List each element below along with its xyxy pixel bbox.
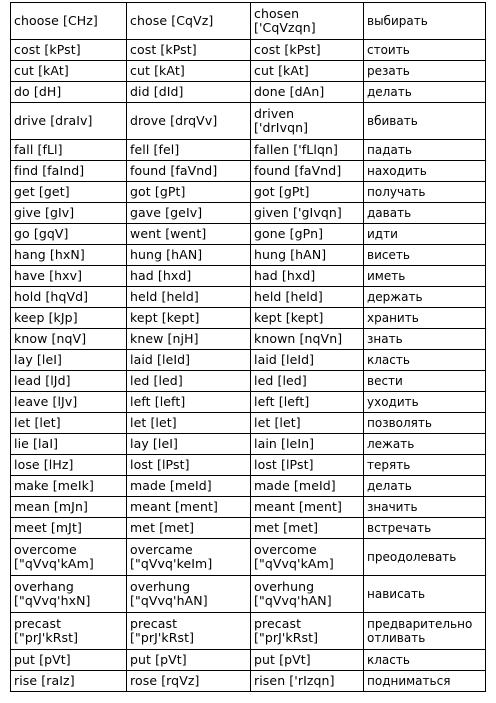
participle-form-cell: met [met] bbox=[251, 518, 364, 539]
participle-form-cell: cut [kAt] bbox=[251, 61, 364, 82]
present-form-cell: overhang ["qVvq'hxN] bbox=[11, 576, 127, 613]
past-form-cell: had [hxd] bbox=[127, 266, 251, 287]
participle-form-cell: made [meId] bbox=[251, 476, 364, 497]
translation-cell: класть bbox=[364, 650, 486, 671]
present-form-cell: choose [CHz] bbox=[11, 3, 127, 40]
present-form-cell: leave [lJv] bbox=[11, 392, 127, 413]
past-form-cell: lost [lPst] bbox=[127, 455, 251, 476]
translation-cell: знать bbox=[364, 329, 486, 350]
participle-form-cell: chosen ['CqVzqn] bbox=[251, 3, 364, 40]
translation-cell: давать bbox=[364, 203, 486, 224]
present-form-cell: fall [fLl] bbox=[11, 140, 127, 161]
translation-cell: позволять bbox=[364, 413, 486, 434]
past-form-cell: hung [hAN] bbox=[127, 245, 251, 266]
table-row bbox=[11, 539, 486, 576]
participle-form-cell: meant [ment] bbox=[251, 497, 364, 518]
translation-cell: находить bbox=[364, 161, 486, 182]
translation-cell: терять bbox=[364, 455, 486, 476]
table-row bbox=[11, 329, 486, 350]
present-form-cell: do [dH] bbox=[11, 82, 127, 103]
past-form-cell: went [went] bbox=[127, 224, 251, 245]
translation-cell: идти bbox=[364, 224, 486, 245]
participle-form-cell: lost [lPst] bbox=[251, 455, 364, 476]
table-row bbox=[11, 671, 486, 692]
translation-cell: встречать bbox=[364, 518, 486, 539]
verb-table-body bbox=[11, 3, 486, 692]
translation-cell: иметь bbox=[364, 266, 486, 287]
translation-cell: подниматься bbox=[364, 671, 486, 692]
past-form-cell: let [let] bbox=[127, 413, 251, 434]
participle-form-cell: overcome ["qVvq'kAm] bbox=[251, 539, 364, 576]
table-row bbox=[11, 224, 486, 245]
table-row bbox=[11, 308, 486, 329]
participle-form-cell: hung [hAN] bbox=[251, 245, 364, 266]
translation-cell: падать bbox=[364, 140, 486, 161]
past-form-cell: overhung ["qVvq'hAN] bbox=[127, 576, 251, 613]
translation-cell: делать bbox=[364, 476, 486, 497]
past-form-cell: gave [geIv] bbox=[127, 203, 251, 224]
participle-form-cell: precast ["prJ'kRst] bbox=[251, 613, 364, 650]
present-form-cell: rise [raIz] bbox=[11, 671, 127, 692]
past-form-cell: precast ["prJ'kRst] bbox=[127, 613, 251, 650]
table-row bbox=[11, 350, 486, 371]
translation-cell: стоить bbox=[364, 40, 486, 61]
present-form-cell: put [pVt] bbox=[11, 650, 127, 671]
present-form-cell: go [gqV] bbox=[11, 224, 127, 245]
table-row bbox=[11, 140, 486, 161]
past-form-cell: laid [leId] bbox=[127, 350, 251, 371]
table-row bbox=[11, 413, 486, 434]
translation-cell: класть bbox=[364, 350, 486, 371]
participle-form-cell: laid [leId] bbox=[251, 350, 364, 371]
present-form-cell: know [nqV] bbox=[11, 329, 127, 350]
present-form-cell: precast ["prJ'kRst] bbox=[11, 613, 127, 650]
table-row bbox=[11, 497, 486, 518]
table-row bbox=[11, 40, 486, 61]
past-form-cell: found [faVnd] bbox=[127, 161, 251, 182]
participle-form-cell: held [held] bbox=[251, 287, 364, 308]
past-form-cell: left [left] bbox=[127, 392, 251, 413]
present-form-cell: lie [laI] bbox=[11, 434, 127, 455]
past-form-cell: met [met] bbox=[127, 518, 251, 539]
translation-cell: делать bbox=[364, 82, 486, 103]
present-form-cell: meet [mJt] bbox=[11, 518, 127, 539]
participle-form-cell: left [left] bbox=[251, 392, 364, 413]
past-form-cell: kept [kept] bbox=[127, 308, 251, 329]
participle-form-cell: fallen ['fLlqn] bbox=[251, 140, 364, 161]
translation-cell: лежать bbox=[364, 434, 486, 455]
participle-form-cell: put [pVt] bbox=[251, 650, 364, 671]
translation-cell: держать bbox=[364, 287, 486, 308]
past-form-cell: overcame ["qVvq'keIm] bbox=[127, 539, 251, 576]
past-form-cell: got [gPt] bbox=[127, 182, 251, 203]
table-row bbox=[11, 455, 486, 476]
participle-form-cell: given ['gIvqn] bbox=[251, 203, 364, 224]
past-form-cell: put [pVt] bbox=[127, 650, 251, 671]
translation-cell: висеть bbox=[364, 245, 486, 266]
past-form-cell: cost [kPst] bbox=[127, 40, 251, 61]
translation-cell: хранить bbox=[364, 308, 486, 329]
past-form-cell: rose [rqVz] bbox=[127, 671, 251, 692]
participle-form-cell: known [nqVn] bbox=[251, 329, 364, 350]
table-row bbox=[11, 392, 486, 413]
translation-cell: получать bbox=[364, 182, 486, 203]
present-form-cell: find [faInd] bbox=[11, 161, 127, 182]
translation-cell: предварительно отливать bbox=[364, 613, 486, 650]
translation-cell: уходить bbox=[364, 392, 486, 413]
present-form-cell: hang [hxN] bbox=[11, 245, 127, 266]
participle-form-cell: risen ['rIzqn] bbox=[251, 671, 364, 692]
present-form-cell: hold [hqVd] bbox=[11, 287, 127, 308]
past-form-cell: fell [fel] bbox=[127, 140, 251, 161]
present-form-cell: mean [mJn] bbox=[11, 497, 127, 518]
past-form-cell: did [dId] bbox=[127, 82, 251, 103]
table-row bbox=[11, 245, 486, 266]
table-row bbox=[11, 61, 486, 82]
table-row bbox=[11, 3, 486, 40]
irregular-verbs-table bbox=[10, 2, 486, 692]
participle-form-cell: lain [leIn] bbox=[251, 434, 364, 455]
translation-cell: нависать bbox=[364, 576, 486, 613]
past-form-cell: chose [CqVz] bbox=[127, 3, 251, 40]
table-row bbox=[11, 371, 486, 392]
table-row bbox=[11, 434, 486, 455]
present-form-cell: lose [lHz] bbox=[11, 455, 127, 476]
participle-form-cell: let [let] bbox=[251, 413, 364, 434]
past-form-cell: cut [kAt] bbox=[127, 61, 251, 82]
participle-form-cell: done [dAn] bbox=[251, 82, 364, 103]
participle-form-cell: cost [kPst] bbox=[251, 40, 364, 61]
participle-form-cell: kept [kept] bbox=[251, 308, 364, 329]
participle-form-cell: driven ['drIvqn] bbox=[251, 103, 364, 140]
present-form-cell: get [get] bbox=[11, 182, 127, 203]
past-form-cell: meant [ment] bbox=[127, 497, 251, 518]
translation-cell: преодолевать bbox=[364, 539, 486, 576]
present-form-cell: have [hxv] bbox=[11, 266, 127, 287]
present-form-cell: overcome ["qVvq'kAm] bbox=[11, 539, 127, 576]
table-row bbox=[11, 287, 486, 308]
table-row bbox=[11, 161, 486, 182]
present-form-cell: give [gIv] bbox=[11, 203, 127, 224]
table-row bbox=[11, 103, 486, 140]
present-form-cell: lay [leI] bbox=[11, 350, 127, 371]
participle-form-cell: got [gPt] bbox=[251, 182, 364, 203]
translation-cell: вести bbox=[364, 371, 486, 392]
participle-form-cell: found [faVnd] bbox=[251, 161, 364, 182]
past-form-cell: led [led] bbox=[127, 371, 251, 392]
present-form-cell: let [let] bbox=[11, 413, 127, 434]
verb-table-container bbox=[10, 2, 486, 692]
table-row bbox=[11, 203, 486, 224]
table-row bbox=[11, 266, 486, 287]
present-form-cell: lead [lJd] bbox=[11, 371, 127, 392]
present-form-cell: cost [kPst] bbox=[11, 40, 127, 61]
table-row bbox=[11, 613, 486, 650]
table-row bbox=[11, 518, 486, 539]
participle-form-cell: gone [gPn] bbox=[251, 224, 364, 245]
past-form-cell: held [held] bbox=[127, 287, 251, 308]
past-form-cell: knew [njH] bbox=[127, 329, 251, 350]
translation-cell: резать bbox=[364, 61, 486, 82]
past-form-cell: lay [leI] bbox=[127, 434, 251, 455]
participle-form-cell: overhung ["qVvq'hAN] bbox=[251, 576, 364, 613]
table-row bbox=[11, 82, 486, 103]
translation-cell: значить bbox=[364, 497, 486, 518]
present-form-cell: drive [draIv] bbox=[11, 103, 127, 140]
present-form-cell: make [meIk] bbox=[11, 476, 127, 497]
translation-cell: вбивать bbox=[364, 103, 486, 140]
participle-form-cell: had [hxd] bbox=[251, 266, 364, 287]
translation-cell: выбирать bbox=[364, 3, 486, 40]
present-form-cell: cut [kAt] bbox=[11, 61, 127, 82]
table-row bbox=[11, 476, 486, 497]
present-form-cell: keep [kJp] bbox=[11, 308, 127, 329]
participle-form-cell: led [led] bbox=[251, 371, 364, 392]
past-form-cell: made [meId] bbox=[127, 476, 251, 497]
table-row bbox=[11, 576, 486, 613]
table-row bbox=[11, 182, 486, 203]
table-row bbox=[11, 650, 486, 671]
past-form-cell: drove [drqVv] bbox=[127, 103, 251, 140]
